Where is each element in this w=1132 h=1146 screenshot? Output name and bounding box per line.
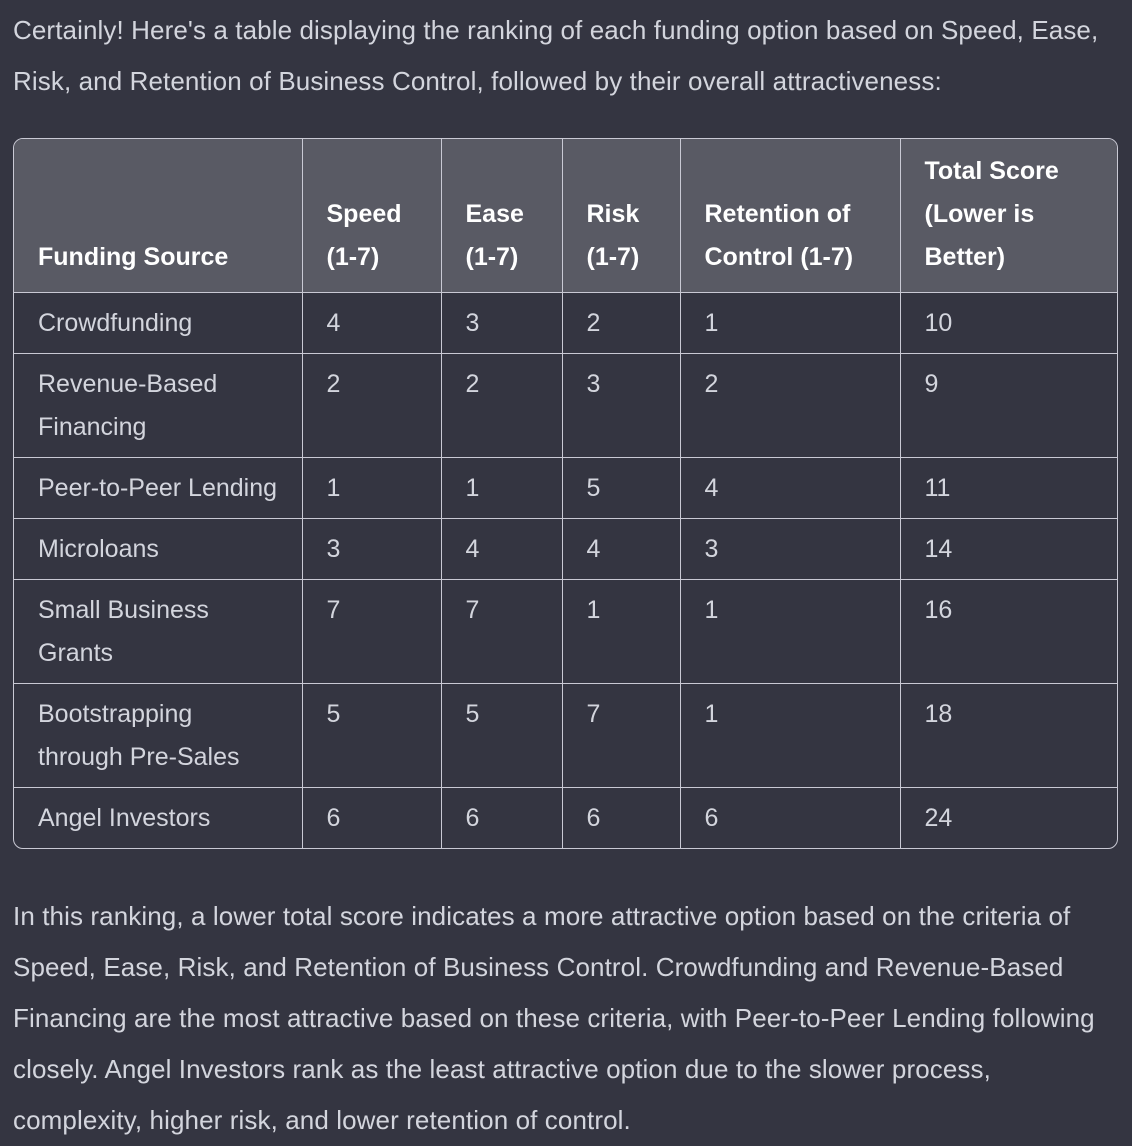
score-cell: 9 [900,354,1118,458]
table-body [14,293,1118,849]
score-cell: 2 [562,293,680,354]
score-cell: 6 [441,788,562,849]
score-cell: 5 [302,684,441,788]
score-cell: 24 [924,804,953,832]
score-cell: 6 [562,788,680,849]
score-cell: 1 [680,293,900,354]
table-row [14,580,1118,684]
score-cell: 2 [302,354,441,458]
funding-source-cell: Microloans [14,519,302,580]
score-cell: 1 [680,580,900,684]
score-cell: 1 [441,458,562,519]
score-cell: 11 [900,458,1118,519]
score-cell: 1 [680,684,900,788]
score-cell: 3 [680,519,900,580]
table-row [14,684,1118,788]
score-cell: 6 [302,788,441,849]
score-cell: 7 [441,580,562,684]
column-header: Ease (1-7) [441,139,562,293]
table-row [14,458,1118,519]
funding-source-cell: Angel Investors [14,788,302,849]
score-cell: 4 [302,293,441,354]
score-cell: 4 [562,519,680,580]
table-row [14,293,1118,354]
funding-table-container [13,138,1118,849]
score-cell: 7 [562,684,680,788]
table-row [14,519,1118,580]
column-header: Funding Source [14,139,302,293]
column-header: Risk (1-7) [562,139,680,293]
funding-source-cell: Crowdfunding [14,293,302,354]
intro-paragraph: Certainly! Here's a table displaying the ranking of each funding option based on Speed, Ease, Risk, and Retention of Business Control, followed by their overall attractiveness: [13,15,1099,96]
score-cell: 5 [562,458,680,519]
funding-source-cell: Revenue-Based Financing [14,354,302,458]
funding-source-cell: Bootstrapping through Pre-Sales [14,684,302,788]
score-cell: 4 [441,519,562,580]
score-cell: 10 [900,293,1118,354]
table-row [14,788,1118,849]
score-cell: 1 [562,580,680,684]
score-cell: 3 [441,293,562,354]
column-header: Total Score (Lower is Better) [900,139,1118,293]
score-cell: 5 [441,684,562,788]
table-row [14,354,1118,458]
funding-source-cell: Small Business Grants [14,580,302,684]
score-cell: 6 [680,788,900,849]
score-cell: 2 [441,354,562,458]
table-header-row [14,139,1118,293]
score-cell: 3 [562,354,680,458]
score-cell: 4 [680,458,900,519]
column-header: Speed (1-7) [302,139,441,293]
column-header: Retention of Control (1-7) [680,139,900,293]
score-cell: 2 [680,354,900,458]
outro-paragraph: In this ranking, a lower total score indicates a more attractive option based on the criteria of Speed, Ease, Risk, and Retention of Business Control. Crowdfunding and Revenue-Based Financing are the most attractive based on these criteria, with Peer-to-Peer Lending following closely. Angel Investors rank as the least attractive option due to the slower process, complexity, higher risk, and lower retention of control. [13,901,1095,1135]
score-cell: 14 [900,519,1118,580]
score-cell: 3 [302,519,441,580]
score-cell: 18 [900,684,1118,788]
score-cell: 1 [302,458,441,519]
score-cell: 7 [302,580,441,684]
funding-source-cell: Peer-to-Peer Lending [14,458,302,519]
funding-ranking-table [14,139,1118,848]
score-cell: 16 [900,580,1118,684]
